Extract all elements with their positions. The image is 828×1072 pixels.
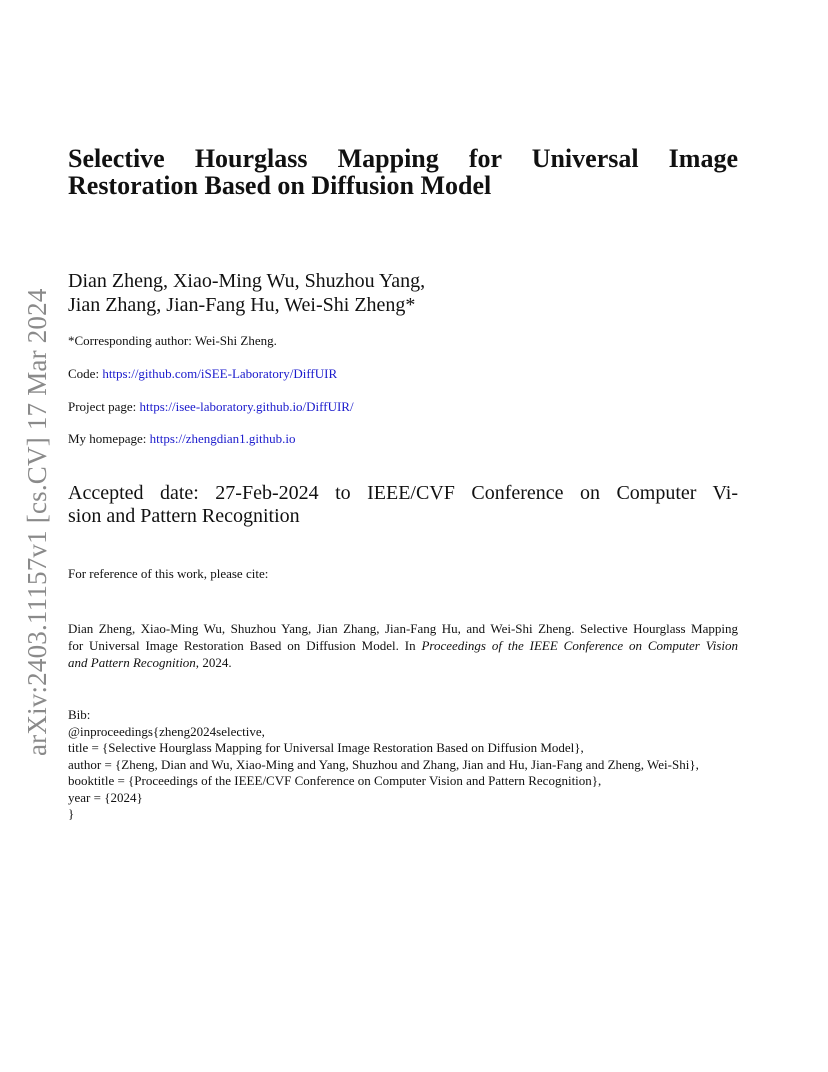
accepted-line-2: sion and Pattern Recognition [68,505,300,527]
code-label: Code: [68,366,100,381]
code-line [68,366,337,382]
bib-line: year = {2024} [68,789,143,805]
bib-line: author = {Zheng, Dian and Wu, Xiao-Ming and Yang, Shuzhou and Zhang, Jian and Hu, Jian-Fang and Zheng, Wei-Shi}, [68,756,699,772]
title-line-2: Restoration Based on Diffusion Model [68,171,492,200]
bibtex-block [68,707,699,823]
cite-intro: For reference of this work, please cite: [68,566,269,581]
homepage-link[interactable]: https://zhengdian1.github.io [149,431,296,446]
reference-line-2-plain: for Universal Image Restoration Based on Diffusion Model. In [68,638,422,653]
accepted-line-1: Accepted date: 27-Feb-2024 to IEEE/CVF Conference on Computer Vi- [68,482,738,504]
project-label: Project page: [68,399,137,414]
bib-line: booktitle = {Proceedings of the IEEE/CVF Conference on Computer Vision and Pattern Recognition}, [68,773,602,788]
arxiv-identifier: arXiv:2403.11157v1 [cs.CV] 17 Mar 2024 [22,288,52,756]
project-line [68,399,354,415]
bib-label: Bib: [68,707,91,722]
reference-line-3-venue: and Pattern Recognition, [68,655,200,670]
homepage-line [68,431,295,447]
authors-line-2: Jian Zhang, Jian-Fang Hu, Wei-Shi Zheng* [68,294,416,316]
citation-reference [68,620,738,671]
homepage-label: My homepage: [68,431,147,446]
bib-line: } [68,806,75,821]
authors-line-1: Dian Zheng, Xiao-Ming Wu, Shuzhou Yang, [68,270,426,292]
corresponding-author: *Corresponding author: Wei-Shi Zheng. [68,333,277,348]
accepted-date [68,482,738,528]
code-link[interactable]: https://github.com/iSEE-Laboratory/DiffUIR [102,366,338,381]
reference-line-2 [68,637,738,654]
reference-line-1: Dian Zheng, Xiao-Ming Wu, Shuzhou Yang, Jian Zhang, Jian-Fang Hu, and Wei-Shi Zheng. Selective Hourglass Mapping [68,621,738,636]
bib-line: title = {Selective Hourglass Mapping for Universal Image Restoration Based on Diffusion Model}, [68,740,584,755]
reference-line-2-venue: Proceedings of the IEEE Conference on Computer Vision [421,638,739,653]
author-list [68,269,425,317]
project-link[interactable]: https://isee-laboratory.github.io/DiffUIR/ [139,399,354,414]
paper-title [68,145,738,199]
bib-line: @inproceedings{zheng2024selective, [68,723,265,739]
reference-line-3-year: 2024. [199,655,232,670]
reference-line-3 [68,654,738,671]
title-line-1: Selective Hourglass Mapping for Universal Image [68,144,738,173]
